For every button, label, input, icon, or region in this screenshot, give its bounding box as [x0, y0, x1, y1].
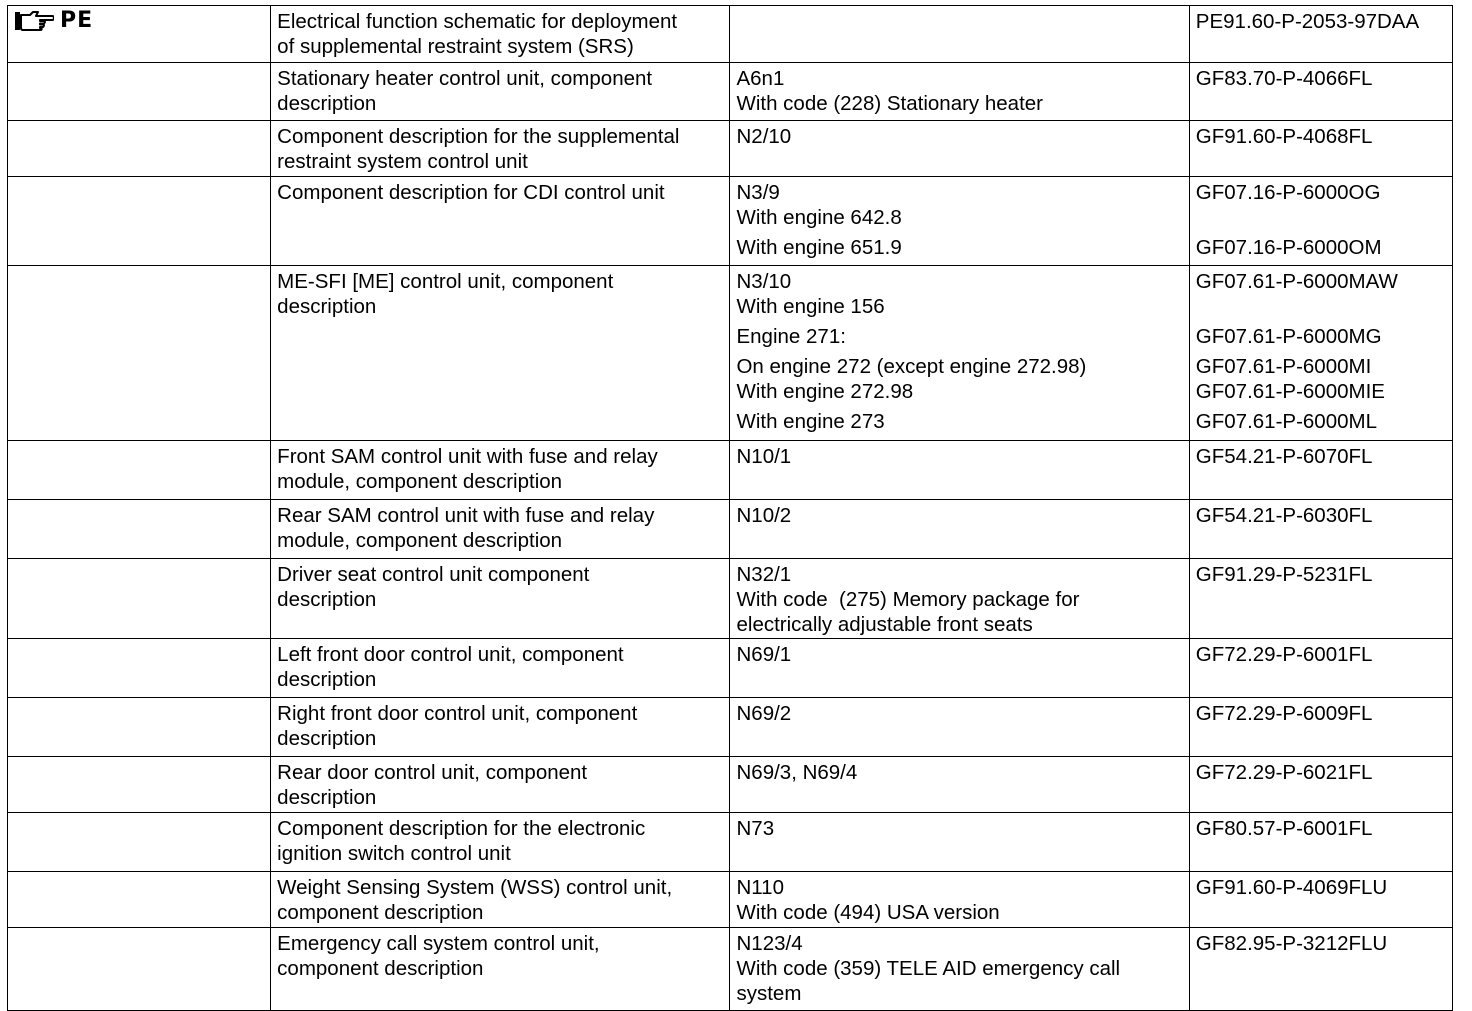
- description-line: Component description for the supplemental: [277, 125, 680, 148]
- description-cell: [271, 266, 730, 441]
- marker-cell: [8, 698, 271, 757]
- components-line: N69/3, N69/4: [736, 761, 858, 784]
- marker-cell: [8, 177, 271, 266]
- description-line: restraint system control unit: [277, 150, 528, 173]
- document-cell: [1189, 639, 1452, 698]
- table-row: [8, 266, 1453, 441]
- document-cell: [1189, 441, 1452, 500]
- table-row: [8, 639, 1453, 698]
- table-row: [8, 441, 1453, 500]
- document-cell: [1189, 698, 1452, 757]
- document-cell: [1189, 872, 1452, 928]
- description-cell: [271, 177, 730, 266]
- description-cell: [271, 757, 730, 813]
- marker-cell: [8, 559, 271, 639]
- table-row: [8, 813, 1453, 872]
- table-row: [8, 698, 1453, 757]
- table-row: [8, 872, 1453, 928]
- pe-label: PE: [60, 8, 94, 33]
- components-line: With engine 156: [736, 295, 885, 318]
- documents-line: GF72.29-P-6009FL: [1195, 702, 1373, 725]
- component-cell: [730, 813, 1189, 872]
- description-line: Component description for the electronic: [277, 817, 646, 840]
- documents-line: GF07.16-P-6000OM: [1195, 236, 1382, 259]
- marker-cell: [8, 63, 271, 121]
- table-row: [8, 928, 1453, 1011]
- component-cell: [730, 6, 1189, 63]
- description-line: description: [277, 786, 377, 809]
- description-cell: [271, 6, 730, 63]
- description-cell: [271, 813, 730, 872]
- description-line: of supplemental restraint system (SRS): [277, 35, 634, 58]
- components-line: N32/1: [736, 563, 792, 586]
- description-line: Weight Sensing System (WSS) control unit,: [277, 876, 673, 899]
- document-cell: [1189, 757, 1452, 813]
- document-cell: [1189, 266, 1452, 441]
- component-cell: [730, 121, 1189, 177]
- components-line: A6n1: [736, 67, 785, 90]
- documents-line: GF83.70-P-4066FL: [1195, 67, 1373, 90]
- marker-cell: [8, 757, 271, 813]
- documents-line: GF91.60-P-4068FL: [1195, 125, 1373, 148]
- reference-table: [7, 5, 1453, 1011]
- description-cell: [271, 63, 730, 121]
- description-cell: [271, 639, 730, 698]
- document-cell: [1189, 6, 1452, 63]
- documents-line: GF07.61-P-6000MI: [1195, 355, 1372, 378]
- table-row: [8, 757, 1453, 813]
- description-line: description: [277, 727, 377, 750]
- component-cell: [730, 757, 1189, 813]
- description-cell: [271, 872, 730, 928]
- description-cell: [271, 500, 730, 559]
- description-line: Electrical function schematic for deployment: [277, 10, 678, 33]
- table-row: [8, 6, 1453, 63]
- components-line: With engine 651.9: [736, 236, 902, 259]
- description-cell: [271, 559, 730, 639]
- description-line: Front SAM control unit with fuse and relay: [277, 445, 658, 468]
- component-cell: [730, 177, 1189, 266]
- description-cell: [271, 698, 730, 757]
- documents-line: GF07.16-P-6000OG: [1195, 181, 1381, 204]
- component-cell: [730, 500, 1189, 559]
- component-cell: [730, 698, 1189, 757]
- table-row: [8, 63, 1453, 121]
- components-line: electrically adjustable front seats: [736, 613, 1033, 636]
- description-line: ME-SFI [ME] control unit, component: [277, 270, 614, 293]
- description-line: description: [277, 588, 377, 611]
- component-cell: [730, 559, 1189, 639]
- document-cell: [1189, 177, 1452, 266]
- documents-line: [1196, 205, 1446, 230]
- description-line: component description: [277, 901, 484, 924]
- marker-cell: [8, 266, 271, 441]
- marker-cell: [8, 639, 271, 698]
- table-row: [8, 559, 1453, 639]
- description-line: Emergency call system control unit,: [277, 932, 600, 955]
- marker-cell: [8, 441, 271, 500]
- pe-marker: [14, 8, 264, 33]
- components-line: With code (275) Memory package for: [736, 588, 1080, 611]
- documents-line: GF72.29-P-6001FL: [1195, 643, 1373, 666]
- marker-cell: [8, 121, 271, 177]
- components-line: N110: [736, 876, 784, 899]
- pointing-hand-icon: [14, 10, 54, 32]
- documents-line: GF07.61-P-6000MAW: [1195, 270, 1398, 293]
- description-line: module, component description: [277, 529, 563, 552]
- description-line: Component description for CDI control unit: [277, 181, 665, 204]
- documents-line: GF91.60-P-4069FLU: [1195, 876, 1388, 899]
- documents-line: GF80.57-P-6001FL: [1195, 817, 1373, 840]
- components-line: N3/9: [736, 181, 780, 204]
- components-line: N3/10: [736, 270, 792, 293]
- components-line: N69/2: [736, 702, 792, 725]
- components-line: With engine 273: [736, 410, 885, 433]
- documents-line: GF07.61-P-6000ML: [1195, 410, 1377, 433]
- marker-cell: [8, 813, 271, 872]
- component-cell: [730, 441, 1189, 500]
- documents-line: GF54.21-P-6030FL: [1195, 504, 1373, 527]
- components-line: N10/1: [736, 445, 792, 468]
- component-cell: [730, 63, 1189, 121]
- marker-cell: [8, 872, 271, 928]
- components-line: With code (228) Stationary heater: [736, 92, 1044, 115]
- components-line: With engine 272.98: [736, 380, 914, 403]
- description-cell: [271, 441, 730, 500]
- component-cell: [730, 266, 1189, 441]
- marker-cell: [8, 6, 271, 63]
- documents-line: GF72.29-P-6021FL: [1195, 761, 1373, 784]
- description-cell: [271, 928, 730, 1011]
- table-row: [8, 177, 1453, 266]
- table-body: [8, 6, 1453, 1011]
- components-line: N123/4: [736, 932, 803, 955]
- description-line: Rear SAM control unit with fuse and relay: [277, 504, 655, 527]
- description-line: Driver seat control unit component: [277, 563, 590, 586]
- description-line: description: [277, 295, 377, 318]
- description-line: component description: [277, 957, 484, 980]
- components-line: With engine 642.8: [736, 206, 902, 229]
- marker-cell: [8, 928, 271, 1011]
- components-line: N2/10: [736, 125, 792, 148]
- documents-line: PE91.60-P-2053-97DAA: [1195, 10, 1420, 33]
- components-line: With code (494) USA version: [736, 901, 1000, 924]
- document-cell: [1189, 559, 1452, 639]
- description-line: Stationary heater control unit, component: [277, 67, 653, 90]
- components-line: N10/2: [736, 504, 792, 527]
- documents-line: GF91.29-P-5231FL: [1195, 563, 1373, 586]
- description-line: description: [277, 668, 377, 691]
- description-line: Rear door control unit, component: [277, 761, 588, 784]
- documents-line: GF82.95-P-3212FLU: [1195, 932, 1388, 955]
- description-line: description: [277, 92, 377, 115]
- components-line: Engine 271:: [736, 325, 846, 348]
- description-line: ignition switch control unit: [277, 842, 511, 865]
- document-cell: [1189, 63, 1452, 121]
- documents-line: [1196, 294, 1446, 319]
- document-cell: [1189, 928, 1452, 1011]
- documents-line: GF54.21-P-6070FL: [1195, 445, 1373, 468]
- description-line: Right front door control unit, component: [277, 702, 638, 725]
- table-row: [8, 121, 1453, 177]
- document-cell: [1189, 500, 1452, 559]
- components-line: N73: [736, 817, 775, 840]
- components-line: N69/1: [736, 643, 792, 666]
- description-line: module, component description: [277, 470, 563, 493]
- component-cell: [730, 639, 1189, 698]
- document-cell: [1189, 813, 1452, 872]
- component-cell: [730, 872, 1189, 928]
- components-line: system: [736, 982, 802, 1005]
- documents-line: GF07.61-P-6000MG: [1195, 325, 1382, 348]
- marker-cell: [8, 500, 271, 559]
- table-row: [8, 500, 1453, 559]
- components-line: On engine 272 (except engine 272.98): [736, 355, 1087, 378]
- description-cell: [271, 121, 730, 177]
- components-line: With code (359) TELE AID emergency call: [736, 957, 1121, 980]
- document-cell: [1189, 121, 1452, 177]
- component-cell: [730, 928, 1189, 1011]
- description-line: Left front door control unit, component: [277, 643, 624, 666]
- documents-line: GF07.61-P-6000MIE: [1195, 380, 1385, 403]
